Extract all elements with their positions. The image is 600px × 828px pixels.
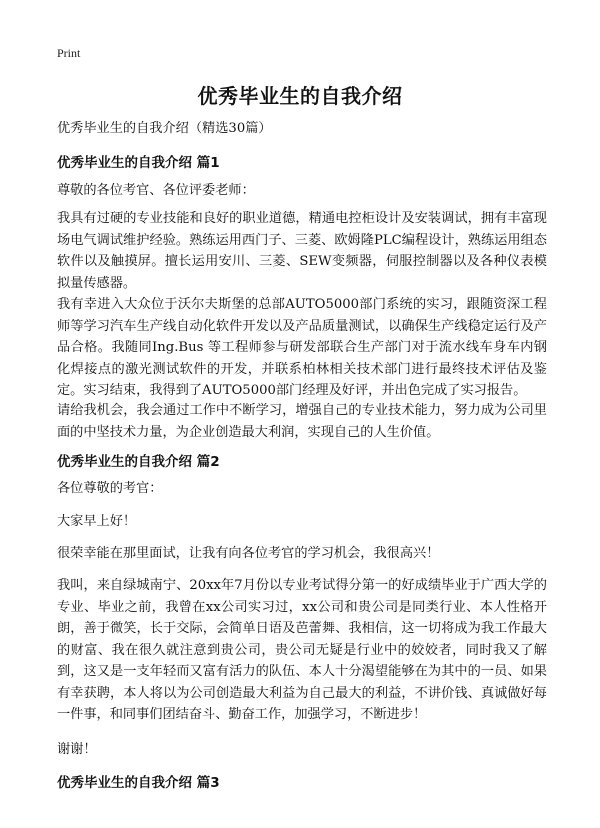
document-title: 优秀毕业生的自我介绍 [197,84,403,108]
paragraph-1-1: 我具有过硬的专业技能和良好的职业道德，精通电控柜设计及安装调试，拥有丰富现场电气调试维护经验。熟练运用西门子、三菱、欧姆隆PLC编程设计，熟练运用组态软件以及触摸屏。擅长运用安川、三菱、SEW变频器，伺服控制器以及各种仪表模拟量传感器。 [57,211,547,291]
section-heading-3: 优秀毕业生的自我介绍 篇3 [57,775,220,791]
print-label: Print [57,46,81,60]
document-subtitle: 优秀毕业生的自我介绍（精选30篇） [57,121,272,136]
paragraph-2-1: 大家早上好！ [57,514,137,529]
section-heading-1: 优秀毕业生的自我介绍 篇1 [57,155,220,171]
paragraph-2-4: 谢谢！ [57,742,97,757]
greeting-1: 尊敬的各位考官、各位评委老师： [57,183,255,198]
section-heading-2: 优秀毕业生的自我介绍 篇2 [57,454,220,470]
greeting-2: 各位尊敬的考官： [57,481,163,496]
paragraph-1-3: 请给我机会，我会通过工作中不断学习，增强自己的专业技术能力，努力成为公司里面的中坚技术力量，为企业创造最大利润，实现自己的人生价值。 [57,403,547,440]
paragraph-2-3: 我叫，来自绿城南宁、20xx年7月份以专业考试得分第一的好成绩毕业于广西大学的专业、毕业之前，我曾在xx公司实习过，xx公司和贵公司是同类行业、本人性格开朗，善于微笑，长于交际，会简单日语及芭蕾舞、我相信，这一切将成为我工作最大的财富、我在很久就注意到贵公司，贵公司无疑是行业中的姣姣者，同时我又了解到，这又是一支年轻而又富有活力的队伍、本人十分渴望能够在为其中的一员、如果有幸获聘，本人将以为公司创造最大利益为自己最大的利益，不讲价钱、真诚做好每一件事，和同事们团结奋斗、勤奋工作，加强学习，不断进步！ [57,578,547,722]
paragraph-2-2: 很荣幸能在那里面试，让我有向各位考官的学习机会，我很高兴！ [57,546,440,561]
paragraph-1-2: 我有幸进入大众位于沃尔夫斯堡的总部AUTO5000部门系统的实习，跟随资深工程师等学习汽车生产线自动化软件开发以及产品质量测试，以确保生产线稳定运行及产品合格。我随同Ing.Bus 等工程师参与研发部联合生产部门对于流水线车身车内钢化焊接点的激光测试软件的开发，并联系柏林相关技术部门进行最终技术评估及鉴定。实习结束，我得到了AUTO5000部门经理及好评，并出色完成了实习报告。 [57,297,547,398]
